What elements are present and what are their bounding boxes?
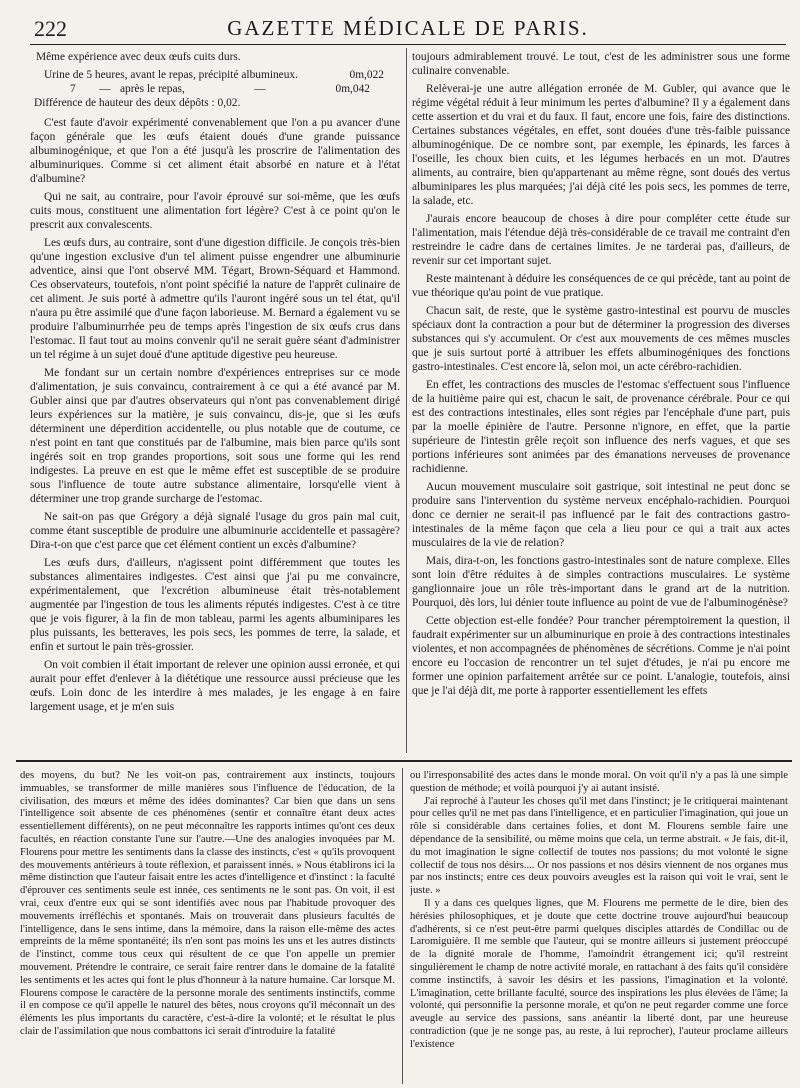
paragraph: En effet, les contractions des muscles de l'estomac s'effectuent sous l'influence de la huitième paire qui est, chacun le sait, de provenance cérébrale. Pour ce qui est des contractions intestinales, elles sont régies par l'encéphale d'une part, puis par la moelle épinière de l'autre. Personne n'ignore, en effet, que la partie supérieure de l'intestin grêle reçoit son influence des nerfs vagues, et que ses portions inférieures sont animées par des émanations nerveuses de provenance rachidienne. [412,379,790,475]
row-value: 0m,042 [335,83,370,95]
paragraph: Aucun mouvement musculaire soit gastrique, soit intestinal ne peut donc se produire sans l'intervention du système nerveux encéphalo-rachidien. Pourquoi donc ce dernier ne serait-il pas influencé par le fait des contractions gastro-intestinales de la même façon que cela a lieu pour ce qui a trait aux actes musculaires de la vie de relation? [412,481,790,549]
column-divider [402,768,403,1084]
column-divider [406,48,407,753]
table-row [30,96,400,110]
section-divider [16,760,792,762]
paragraph: Reste maintenant à déduire les conséquences de ce qui précède, tant au point de vue théorique qu'au point de vue pratique. [412,273,790,299]
paragraph: Qui ne sait, au contraire, pour l'avoir éprouvé sur soi-même, que les œufs cuits mous, constituent une alimentation fort légère? C'est à ce point qu'on le prescrit aux convalescents. [30,191,400,231]
column-top-right [412,50,790,750]
paragraph: des moyens, du but? Ne les voit-on pas, contrairement aux instincts, toujours immuables, se transformer de mille manières sous l'influence de l'éducation, de la civilisation, des mœurs et même des idées dominantes? Car bien que dans un sens l'intelligence soit absente de ces phénomènes (sentir et connaître étant deux actes essentiellement différents), on ne peut méconnaître les rapports intimes qu'ont ces deux facultés, en réaction constante l'une sur l'autre.—Une des analogies invoquées par M. Flourens pour mettre les sentiments dans la classe des instincts, c'est « qu'ils provoquent des mouvements antérieurs à toute réflexion, et paraissent innés. » Nous établirons ici la même distinction que l'auteur faisait entre les actes d'intelligence et d'instinct : la faculté d'éprouver ces sentiments seule est innée, ces sentiments ne le sont pas. On voit, il est vrai, ceux d'entre eux qui se sont identifiés avec nous par l'habitude provoquer des mouvements irréfléchis et spontanés. Mais on trouverait dans plusieurs facultés de l'intelligence, dans le sens intime, dans la mémoire, dans la raison elle-même des actes empreints de la même spontanéité; ils n'en sont pas moins les uns et les autres distincts de l'instinct, comme tous ceux qui résultent de ce que l'on appelle un premier mouvement. Prétendre le contraire, ce serait faire rentrer dans le domaine de la fatalité les sentiments et les actes qui font le plus d'honneur à la nature humaine. Car lorsque M. Flourens compose le caractère de la personne morale des sentiments instinctifs, comme il en compose ce qu'il appelle le naturel des bêtes, nous croyons qu'il méconnaît un des éléments les plus importants du caractère, c'est-à-dire la volonté; et le résultat le plus clair de l'assimilation que nous combattons ici serait d'introduire la fatalité [20,770,395,1037]
experiment-table [30,68,400,110]
paragraph: J'aurais encore beaucoup de choses à dire pour compléter cette étude sur l'alimentation, mais l'étendue déjà très-considérable de ce travail me contraint d'en restreindre le cadre dans de certaines limites. Je ne tarderai pas, d'ailleurs, de revenir sur cet important sujet. [412,213,790,267]
table-row [30,68,400,82]
paragraph: Les œufs durs, au contraire, sont d'une digestion difficile. Je conçois très-bien qu'une ingestion exclusive d'un tel aliment puisse engendrer une albuminurie adventice, ainsi que l'ont observé MM. Tégart, Brown-Séquard et Hammond. Ces observateurs, toutefois, n'ont point spécifié la nature de l'apprêt culinaire de cet aliment. Je suis porté à admettre qu'ils l'auront ingéré sous un tel état, qu'il n'aura pu être assimilé que d'une façon laborieuse. M. Bernard a également vu se produire l'albuminurrhée peu de temps après l'ingestion de six œufs crus dans l'estomac. Il faut tout au moins convenir qu'il ne serait guère séant d'administrer un tel régime à un sujet doué d'une aptitude digestive peu heureuse. [30,237,400,361]
row-dash: — [254,83,266,95]
paragraph: Les œufs durs, d'ailleurs, n'agissent point différemment que toutes les substances alimentaires indigestes. C'est ainsi que j'ai pu me convaincre, expérimentalement, que l'excrétion albumineuse était très-notablement augmentée par l'ingestion de tous les aliments réputés indigestes. C'est à ce titre que je vois figurer, à la fin de mon tableau, parmi les agents albuminipares les plus puissants, les betteraves, les pois secs, les pommes de terre, la salade, et enfin et surtout le pain très-grossier. [30,557,400,653]
paragraph: C'est faute d'avoir expérimenté convenablement que l'on a pu avancer d'une façon générale que les œufs étaient doués d'une grande puissance albuminogénique, et que l'on a été jusqu'à les proscrire de l'alimentation des albuminuriques. Comme si cet aliment était absorbé en nature et à l'état d'albumine? [30,117,400,185]
page-number: 222 [34,16,67,41]
column-bottom-left [20,770,395,1082]
paragraph: Chacun sait, de reste, que le système gastro-intestinal est pourvu de muscles spéciaux dont la contraction a pour but de déterminer la progression des diverses substances qui s'y accumulent. Or c'est aux mouvements de ces mêmes muscles que je suis surtout porté à attribuer les effets albuminogéniques des fonctions gastro-intestinales. C'est encore là, selon moi, un acte cérébro-rachidien. [412,305,790,373]
paragraph: J'ai reproché à l'auteur les choses qu'il met dans l'instinct; je le critiquerai maintenant pour celles qu'il ne met pas dans l'intelligence, et en particulier l'imagination, qui joue un rôle si considérable dans certaines folies, et dont M. Flourens semble faire une dépendance de la sensibilité, ou même moins que cela, un terme abstrait. « Je fais, dit-il, du mot imagination le signe collectif de toutes nos passions; du mot volonté le signe collectif de tous nos désirs.... Or nos passions et nos désirs viennent de nos organes mus par nos instincts; entre ces deux pouvoirs aveugles est la raison qui voit le vrai, sent le juste. » [410,795,788,897]
paragraph: toujours admirablement trouvé. Le tout, c'est de les administrer sous une forme culinaire convenable. [412,51,790,77]
row-label: après le repas, [120,83,185,95]
paragraph: Il y a dans ces quelques lignes, que M. Flourens me permette de le dire, bien des hérésies philosophiques, et je doute que cette doctrine trouve aujourd'hui beaucoup d'adhérents, si ce n'est peut-être parmi quelques disciples attardés de Condillac ou de Laromiguière. Il me semble que l'auteur, qui se montre ailleurs si justement préoccupé de la dignité morale de l'homme, l'amoindrit étrangement ici; qu'il restreint singulièrement le champ de notre activité morale, en rattachant à des faits qu'il considère comme instinctifs, à savoir les désirs et les passions, l'imagination et la volonté. L'imagination, cette brillante faculté, source des inspirations les plus élevées de l'âme; la volonté, qui personnifie la personne morale, et qu'on ne peut regarder comme une force aveugle au service des passions, sans anéantir la liberté dont, par une heureuse contradiction (que je ne songe pas, au reste, à lui reprocher), l'auteur proclame ailleurs l'existence [410,897,788,1050]
table-row [30,82,400,96]
row-difference: Différence de hauteur des deux dépôts : 0,02. [34,97,241,109]
paragraph: Cette objection est-elle fondée? Pour trancher péremptoirement la question, il faudrait expérimenter sur un albuminurique en proie à des contractions intestinales violentes, et non accompagnées de phénomènes de sécrétions. Comme je n'ai point encore eu l'occasion de rencontrer un tel sujet d'études, je n'ai pu encore me former une opinion parfaitement arrêtée sur ce point. L'analogie, toutefois, ainsi que je l'ai déjà dit, me porte à rapporter essentiellement les effets [412,615,790,697]
column-bottom-right [410,770,788,1082]
paragraph: On voit combien il était important de relever une opinion aussi erronée, et qui aurait pour effet d'enlever à la diététique une ressource aussi précieuse que les œufs. Loin donc de les interdire à mes malades, je les engage à en faire largement usage, et je m'en suis [30,659,400,713]
paragraph: Mais, dira-t-on, les fonctions gastro-intestinales sont de nature complexe. Elles sont loin d'être réduites à de simples contractions musculaires. Le système ganglionnaire joue un rôle très-important dans le grand art de la nutrition. Pourquoi, dès lors, lui dénier toute influence au point de vue de l'albuminogénèse? [412,555,790,609]
row-dash: — [99,83,111,95]
column-top-left [30,50,400,750]
paragraph: Ne sait-on pas que Grégory a déjà signalé l'usage du gros pain mal cuit, comme étant susceptible de produire une albuminurie accidentelle et passagère? Dira-t-on que c'est parce que cet élément contient un excès d'albumine? [30,511,400,551]
paragraph: ou l'irresponsabilité des actes dans le monde moral. On voit qu'il n'y a pas là une simple question de méthode; et voilà pourquoi j'y ai autant insisté. [410,770,788,794]
experiment-title: Même expérience avec deux œufs cuits durs. [36,51,241,63]
journal-title: GAZETTE MÉDICALE DE PARIS. [227,16,589,40]
paragraph: Me fondant sur un certain nombre d'expériences entreprises sur ce mode d'alimentation, je suis convaincu, contrairement à ce qui a été avancé par M. Gubler ainsi que par d'autres observateurs qui n'ont pas convenablement dirigé leurs expériences sur la matière, je suis convaincu, dis-je, que si les œufs déterminent une déperdition accidentelle, ou plus notable que de coutume, ce n'est point en tant que constitués par de l'albumine, mais bien parce qu'ils sont ingérés soit en trop grandes proportions, soit sous une forme qui les rend indigestes. La preuve en est que le même effet est susceptible de se produire sous l'influence de toute autre substance alimentaire, lorsqu'elle vient à déterminer une trop grande surcharge de l'estomac. [30,367,400,505]
page-header [30,14,786,45]
paragraph: Relèverai-je une autre allégation erronée de M. Gubler, qui avance que le régime végétal réduit à leur minimum les pertes d'albumine? Il y a également dans cette assertion et du vrai et du faux. Il faut, encore une fois, faire des distinctions. Certaines substances végétales, en effet, sont douées d'une très-faible puissance albuminogénique. De ce nombre sont, par exemple, les épinards, les farces à l'oseille, les choux bien cuits, et les légumes herbacés en un mot. D'autres aliments, au contraire, bien qu'appartenant au même règne, sont doués des vertus albuminipares les plus marquées; j'ai déjà cité les pois secs, les pommes de terre, la salade, etc. [412,83,790,207]
row-label: Urine de 5 heures, avant le repas, précipité albumineux. [44,69,298,81]
row-number: 7 [70,83,76,95]
row-value: 0m,022 [349,69,384,81]
